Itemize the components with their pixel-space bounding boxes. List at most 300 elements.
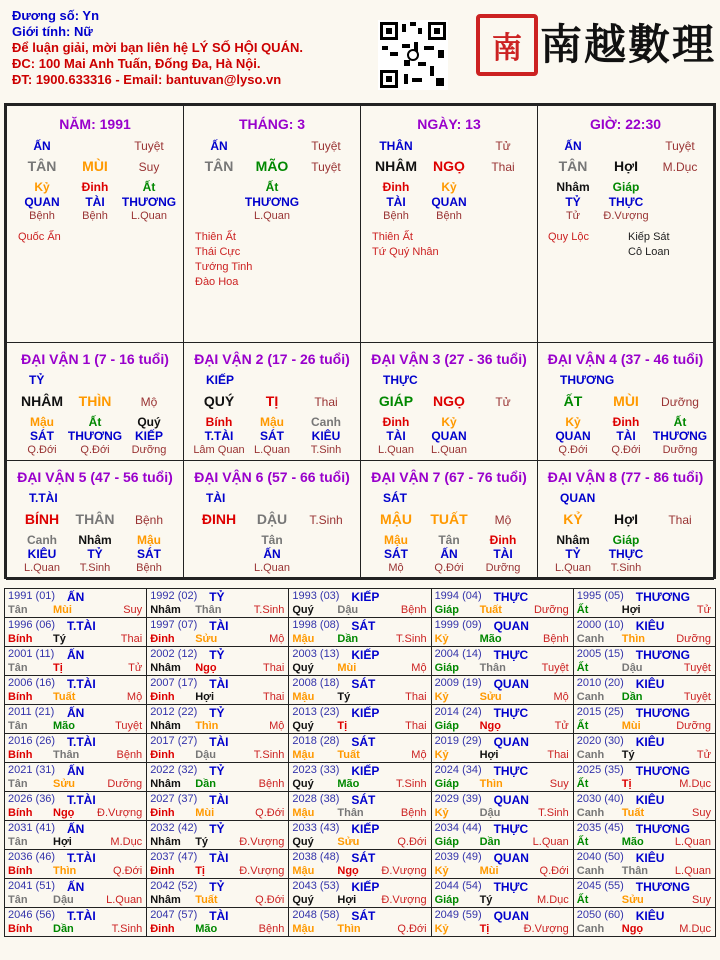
hidden-stem-label: Canh [27, 533, 57, 547]
header-block [12, 8, 303, 88]
year-cell [289, 734, 431, 763]
year-branch-label: Mùi [337, 662, 357, 674]
year-branch-label: Thân [479, 662, 506, 674]
year-cell [573, 908, 715, 937]
year-cell [573, 589, 715, 618]
star-label: Thái Cực [195, 246, 241, 258]
dai-van-title: ĐẠI VẬN 2 (17 - 26 tuổi) [194, 351, 350, 367]
year-branch-label: Dậu [195, 749, 216, 761]
seal-logo: 南 [476, 14, 538, 76]
hidden-phase-label: T.Sinh [310, 444, 342, 456]
year-phase-label: Đ.Vượng [381, 865, 427, 877]
year-cell [5, 618, 147, 647]
qr-code-icon [378, 20, 448, 90]
year-god-label: QUAN [493, 793, 529, 807]
year-stem-label: Quý [292, 662, 314, 674]
hidden-phase-label: T.Sinh [610, 562, 642, 574]
dai-van-cell [537, 460, 714, 580]
year-stem-label: Mậu [292, 865, 315, 877]
year-cell [431, 618, 573, 647]
ten-god-label: Tuyệt [134, 139, 164, 153]
hidden-stem-label: Đinh [81, 180, 109, 194]
year-phase-label: L.Quan [674, 836, 711, 848]
year-branch-label: Mão [195, 923, 218, 935]
year-god-label: TÀI [209, 677, 229, 691]
year-cell [289, 792, 431, 821]
year-row [5, 792, 716, 821]
hidden-god-label: TÀI [616, 429, 636, 443]
year-phase-label: Q.Đới [112, 865, 143, 877]
dai-van-title: ĐẠI VẬN 7 (67 - 76 tuổi) [371, 469, 527, 485]
year-branch-label: Mão [53, 720, 75, 732]
hidden-god-label: SÁT [137, 547, 161, 561]
year-god-label: TỶ [209, 764, 225, 778]
year-branch-label: Sửu [621, 894, 644, 906]
year-god-label: QUAN [493, 851, 529, 865]
year-label: 2010 (20) [576, 677, 624, 689]
main-chart-grid [4, 103, 716, 579]
year-branch-label: Tý [53, 633, 66, 645]
star-label: Đào Hoa [195, 276, 239, 288]
hidden-phase-label: L.Quan [377, 444, 415, 456]
year-cell [5, 705, 147, 734]
year-phase-label: L.Quan [532, 836, 569, 848]
year-branch-label: Thìn [337, 923, 361, 935]
year-row [5, 705, 716, 734]
dai-van-cell [183, 460, 361, 580]
hidden-god-label: THỰC [608, 195, 644, 209]
year-stem-label: Tân [8, 778, 28, 790]
stem-branch-label: TUẤT [430, 511, 468, 527]
pillar-cell [183, 105, 361, 343]
year-cell [5, 908, 147, 937]
year-branch-label: Thân [195, 604, 222, 616]
hidden-phase-label: L.Quan [253, 562, 291, 574]
stem-branch-label: HợI [614, 158, 638, 174]
year-label: 2032 (42) [150, 822, 198, 834]
hidden-god-label: TÀI [386, 195, 406, 209]
hidden-phase-label: Bệnh [383, 210, 409, 222]
year-cell [5, 734, 147, 763]
hidden-stem-label: Nhâm [556, 180, 590, 194]
year-cell [5, 792, 147, 821]
year-label: 2043 (53) [292, 880, 340, 892]
year-stem-label: Ất [576, 662, 589, 674]
year-label: 1993 (03) [292, 590, 340, 602]
year-stem-label: Ất [576, 836, 589, 848]
year-label: 2026 (36) [8, 793, 56, 805]
year-god-label: TỶ [209, 706, 225, 720]
hidden-phase-label: Mộ [388, 562, 404, 574]
year-phase-label: Tuyệt [541, 662, 569, 674]
year-phase-label: Bệnh [116, 749, 143, 761]
stem-branch-label: MẬU [380, 511, 412, 527]
year-stem-label: Canh [576, 807, 605, 819]
year-branch-label: Mão [479, 633, 502, 645]
year-branch-label: Hợi [621, 604, 641, 616]
stem-branch-label: DẬU [256, 511, 288, 527]
year-phase-label: Dưỡng [676, 633, 711, 645]
hidden-stem-label: Đinh [382, 180, 410, 194]
hidden-god-label: T.TÀI [204, 429, 234, 443]
year-branch-label: Thìn [53, 865, 77, 877]
year-stem-label: Canh [576, 865, 605, 877]
year-god-label: ẤN [67, 880, 85, 894]
year-god-label: QUAN [493, 735, 529, 749]
year-stem-label: Canh [576, 633, 605, 645]
star-label: Thiên Ất [372, 231, 413, 243]
hidden-god-label: QUAN [555, 429, 591, 443]
year-phase-label: Q.Đới [397, 836, 427, 848]
year-cell [5, 821, 147, 850]
year-phase-label: T.Sinh [253, 604, 285, 616]
year-cell [5, 879, 147, 908]
year-stem-label: Kỷ [434, 807, 449, 819]
year-label: 2022 (32) [150, 764, 198, 776]
year-cell [289, 879, 431, 908]
year-label: 1998 (08) [292, 619, 340, 631]
ten-god-label: T.TÀI [29, 491, 58, 505]
pillar-title: GIỜ: 22:30 [589, 116, 662, 132]
year-stem-label: Bính [8, 865, 33, 877]
year-phase-label: Dưỡng [533, 604, 569, 616]
year-cell [573, 763, 715, 792]
year-label: 2035 (45) [576, 822, 624, 834]
year-branch-label: Thìn [621, 633, 645, 645]
year-branch-label: Dần [479, 836, 501, 848]
year-branch-label: Hợi [53, 836, 72, 848]
year-phase-label: Tử [696, 604, 711, 616]
hidden-god-label: ẤN [263, 547, 281, 561]
stem-branch-label: GIÁP [378, 393, 414, 409]
year-phase-label: Suy [549, 778, 569, 790]
year-phase-label: Dưỡng [676, 720, 711, 732]
year-stem-label: Mậu [292, 749, 315, 761]
year-branch-label: Hợi [479, 749, 499, 761]
year-cell [147, 792, 289, 821]
year-row [5, 676, 716, 705]
year-branch-label: Dần [621, 691, 643, 703]
phase-label: Tử [495, 395, 511, 409]
year-branch-label: Sửu [337, 836, 360, 848]
year-phase-label: Tử [554, 720, 569, 732]
year-god-label: TÀI [209, 851, 229, 865]
year-stem-label: Kỷ [434, 923, 449, 935]
year-phase-label: Đ.Vượng [523, 923, 569, 935]
year-branch-label: Mùi [621, 720, 641, 732]
year-label: 2045 (55) [576, 880, 624, 892]
hidden-god-label: SÁT [260, 429, 284, 443]
year-god-label: SÁT [351, 909, 376, 923]
year-cell [573, 618, 715, 647]
year-god-label: KIÊU [635, 677, 665, 691]
year-stem-label: Giáp [434, 720, 460, 732]
ten-god-label: ẤN [210, 139, 228, 153]
star-label: Quốc Ấn [18, 231, 61, 243]
year-branch-label: Thân [53, 749, 80, 761]
star-label: Tứ Quý Nhân [372, 246, 439, 258]
year-phase-label: Tuyệt [683, 662, 711, 674]
year-stem-label: Giáp [434, 662, 460, 674]
hidden-god-label: SÁT [384, 547, 408, 561]
year-stem-label: Quý [292, 836, 314, 848]
year-branch-label: Hợi [195, 691, 215, 703]
year-phase-label: Suy [692, 894, 711, 906]
year-phase-label: M.Dục [679, 778, 711, 790]
hidden-god-label: THƯƠNG [67, 429, 123, 443]
hidden-stem-label: Kỷ [565, 415, 581, 429]
stem-branch-label: THÌN [78, 393, 112, 409]
year-cell [289, 908, 431, 937]
hidden-god-label: QUAN [24, 195, 60, 209]
year-stem-label: Tân [8, 720, 28, 732]
hidden-phase-label: Q.Đới [611, 444, 641, 456]
year-row [5, 618, 716, 647]
hidden-stem-label: Canh [311, 415, 341, 429]
year-cell [431, 908, 573, 937]
ten-god-label: Tuyệt [665, 139, 695, 153]
year-cell [5, 676, 147, 705]
header-line: Đương số: Yn [12, 8, 100, 23]
year-phase-label: M.Dục [679, 923, 711, 935]
year-phase-label: Đ.Vượng [239, 865, 285, 877]
year-god-label: THƯƠNG [635, 764, 690, 778]
year-phase-label: T.Sinh [395, 633, 427, 645]
hidden-phase-label: L.Quan [253, 444, 291, 456]
year-branch-label: Thìn [479, 778, 503, 790]
year-branch-label: Dậu [621, 662, 643, 674]
year-phase-label: Bệnh [258, 778, 285, 790]
year-god-label: THỰC [493, 880, 529, 894]
hidden-phase-label: Lâm Quan [193, 444, 245, 456]
year-label: 2036 (46) [8, 851, 56, 863]
year-label: 2006 (16) [8, 677, 56, 689]
year-stem-label: Kỷ [434, 691, 449, 703]
hidden-stem-label: Mậu [30, 415, 54, 429]
year-cell [573, 850, 715, 879]
pillar-cell [360, 105, 538, 343]
hidden-stem-label: Mậu [260, 415, 284, 429]
hidden-god-label: ẤN [440, 547, 458, 561]
year-god-label: ẤN [67, 648, 85, 662]
year-branch-label: Sửu [195, 633, 218, 645]
year-cell [147, 618, 289, 647]
year-cell [289, 676, 431, 705]
year-branch-label: Dậu [53, 894, 74, 906]
year-stem-label: Quý [292, 894, 314, 906]
year-row [5, 647, 716, 676]
year-god-label: KIÊU [635, 793, 665, 807]
year-branch-label: Tý [337, 691, 351, 703]
hidden-god-label: TÀI [85, 195, 105, 209]
year-stem-label: Nhâm [150, 778, 181, 790]
year-phase-label: Thai [405, 720, 427, 732]
year-label: 2005 (15) [576, 648, 624, 660]
stem-branch-label: HợI [614, 511, 638, 527]
ten-god-label: Tuyệt [311, 139, 341, 153]
phase-label: Suy [138, 160, 160, 174]
year-stem-label: Bính [8, 807, 33, 819]
stem-branch-label: NGỌ [433, 158, 465, 174]
year-stem-label: Quý [292, 604, 314, 616]
hidden-phase-label: Dưỡng [662, 444, 698, 456]
year-phase-label: T.Sinh [395, 778, 427, 790]
year-cell [289, 647, 431, 676]
year-god-label: KIÊU [635, 619, 665, 633]
hidden-phase-label: Q.Đới [434, 562, 464, 574]
year-cell [5, 850, 147, 879]
year-row [5, 589, 716, 618]
year-branch-label: Tý [621, 749, 635, 761]
year-cell [573, 792, 715, 821]
year-label: 2029 (39) [434, 793, 482, 805]
year-god-label: TÀI [209, 735, 229, 749]
dai-van-cell [6, 342, 184, 461]
hidden-phase-label: Bệnh [29, 210, 55, 222]
year-god-label: KIẾP [351, 822, 380, 836]
hidden-god-label: TỶ [565, 547, 581, 561]
year-table [4, 588, 716, 937]
pillar-title: NGÀY: 13 [417, 116, 481, 132]
year-stem-label: Ất [576, 720, 589, 732]
year-god-label: ẤN [67, 590, 85, 604]
header-line: Giới tính: Nữ [12, 24, 93, 39]
year-branch-label: Tý [195, 836, 209, 848]
year-phase-label: Thai [547, 749, 569, 761]
dai-van-title: ĐẠI VẬN 8 (77 - 86 tuổi) [547, 469, 704, 485]
phase-label: Thai [668, 513, 692, 527]
year-cell [147, 879, 289, 908]
stem-branch-label: NGỌ [433, 393, 465, 409]
year-cell [431, 647, 573, 676]
year-branch-label: Tuất [195, 894, 218, 906]
year-phase-label: Đ.Vượng [381, 894, 427, 906]
year-label: 1996 (06) [8, 619, 56, 631]
hidden-phase-label: L.Quan [130, 210, 168, 222]
year-cell [147, 908, 289, 937]
hidden-god-label: THƯƠNG [652, 429, 708, 443]
year-branch-label: Dần [337, 633, 359, 645]
year-god-label: TỶ [209, 822, 225, 836]
year-branch-label: Ngọ [53, 807, 75, 819]
year-god-label: KIẾP [351, 648, 380, 662]
year-god-label: TÀI [209, 909, 229, 923]
pillar-title: NĂM: 1991 [59, 116, 131, 132]
year-god-label: THỰC [493, 822, 529, 836]
year-phase-label: M.Dục [110, 836, 143, 848]
year-god-label: THỰC [493, 648, 529, 662]
year-phase-label: T.Sinh [538, 807, 569, 819]
year-god-label: KIẾP [351, 764, 380, 778]
year-cell [289, 705, 431, 734]
year-cell [431, 734, 573, 763]
hidden-phase-label: L.Quan [253, 210, 291, 222]
phase-label: Bệnh [134, 513, 164, 527]
hidden-stem-label: Kỷ [441, 415, 457, 429]
year-label: 2037 (47) [150, 851, 198, 863]
year-stem-label: Kỷ [434, 633, 449, 645]
year-label: 2015 (25) [576, 706, 624, 718]
hidden-phase-label: Dưỡng [131, 444, 167, 456]
dai-van-cell [183, 342, 361, 461]
year-row [5, 908, 716, 937]
hidden-stem-label: Nhâm [556, 533, 590, 547]
year-stem-label: Canh [576, 691, 605, 703]
ten-god-label: ẤN [564, 139, 582, 153]
year-label: 2041 (51) [8, 880, 56, 892]
year-branch-label: Dần [195, 778, 216, 790]
year-god-label: THƯƠNG [635, 880, 690, 894]
year-stem-label: Bính [8, 923, 33, 935]
dai-van-title: ĐẠI VẬN 4 (37 - 46 tuổi) [547, 351, 704, 367]
year-cell [289, 850, 431, 879]
year-phase-label: Q.Đới [397, 923, 427, 935]
year-god-label: TÀI [209, 619, 229, 633]
year-phase-label: Thai [405, 691, 427, 703]
year-stem-label: Tân [8, 836, 28, 848]
year-god-label: KIẾP [351, 706, 380, 720]
year-stem-label: Đinh [150, 691, 175, 703]
year-label: 2031 (41) [8, 822, 56, 834]
year-cell [147, 676, 289, 705]
year-cell [573, 879, 715, 908]
year-label: 2003 (13) [292, 648, 340, 660]
hidden-stem-label: Giáp [612, 533, 640, 547]
pillar-title: THÁNG: 3 [238, 116, 306, 132]
year-stem-label: Đinh [150, 923, 175, 935]
year-row [5, 763, 716, 792]
year-phase-label: Đ.Vượng [97, 807, 143, 819]
year-branch-label: Tị [337, 720, 348, 732]
year-phase-label: T.Sinh [111, 923, 143, 935]
hidden-stem-label: Ất [265, 180, 279, 194]
year-label: 2050 (60) [576, 909, 624, 921]
ten-god-label: TỶ [29, 373, 45, 387]
year-branch-label: Tị [53, 662, 63, 674]
year-stem-label: Bính [8, 691, 33, 703]
hidden-stem-label: Kỷ [34, 180, 50, 194]
hidden-stem-label: Ất [673, 415, 687, 429]
hidden-god-label: QUAN [431, 429, 467, 443]
year-stem-label: Bính [8, 633, 33, 645]
year-branch-label: Tuất [621, 807, 645, 819]
stem-branch-label: MÙI [613, 393, 639, 409]
year-label: 1992 (02) [150, 590, 198, 602]
year-god-label: SÁT [351, 793, 376, 807]
year-phase-label: Mộ [553, 691, 569, 703]
year-phase-label: Dưỡng [107, 778, 143, 790]
year-stem-label: Đinh [150, 807, 175, 819]
year-branch-label: Hợi [337, 894, 357, 906]
year-label: 2033 (43) [292, 822, 340, 834]
year-stem-label: Giáp [434, 836, 460, 848]
year-stem-label: Ất [576, 894, 589, 906]
year-cell [289, 589, 431, 618]
year-stem-label: Mậu [292, 633, 315, 645]
dai-van-cell [360, 460, 538, 580]
hidden-phase-label: L.Quan [430, 444, 468, 456]
hidden-phase-label: Q.Đới [80, 444, 110, 456]
year-label: 1994 (04) [434, 590, 482, 602]
star-label: Tướng Tinh [195, 261, 253, 273]
year-label: 1997 (07) [150, 619, 198, 631]
year-stem-label: Giáp [434, 604, 460, 616]
year-god-label: THƯƠNG [635, 590, 690, 604]
hidden-god-label: KIÊU [27, 547, 57, 561]
hidden-god-label: QUAN [431, 195, 467, 209]
year-stem-label: Ất [576, 604, 589, 616]
year-label: 2044 (54) [434, 880, 482, 892]
